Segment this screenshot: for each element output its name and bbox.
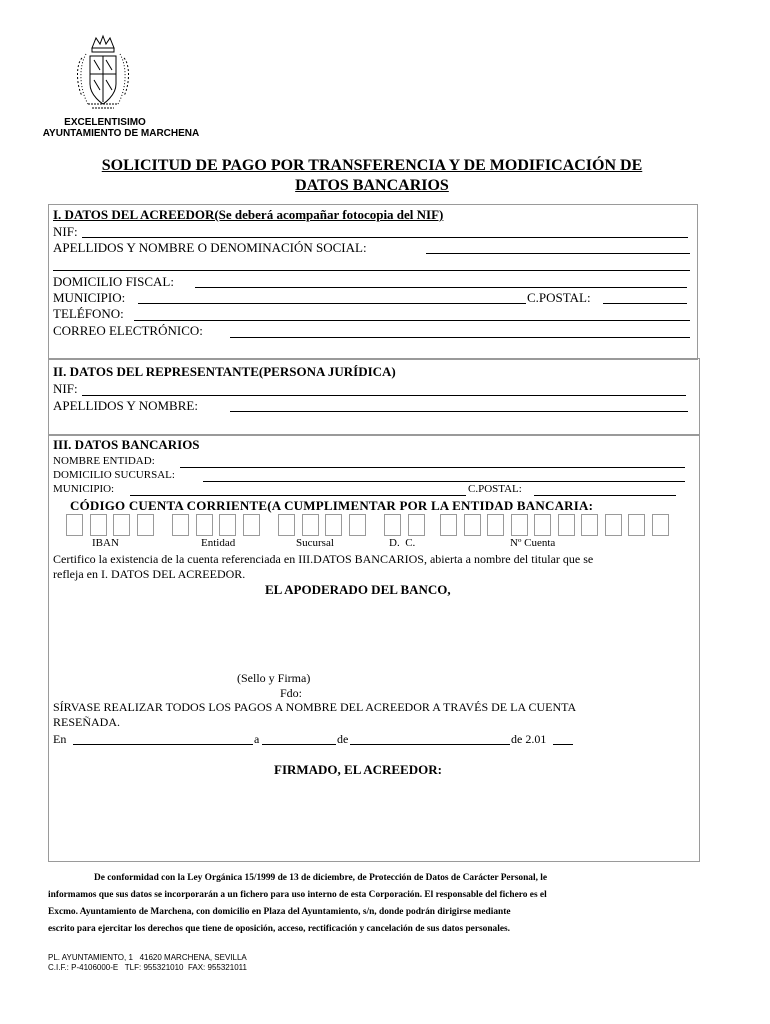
a-label: a: [254, 732, 260, 746]
correo-label: CORREO ELECTRÓNICO:: [53, 323, 203, 338]
footer-contact: C.I.F.: P-4106000-E TLF: 955321010 FAX: 955321011: [48, 963, 247, 972]
domicilio-label: DOMICILIO FISCAL:: [53, 274, 174, 289]
en-label: En: [53, 732, 67, 746]
section3-heading: III. DATOS BANCARIOS: [53, 437, 200, 452]
cuenta-digit-box[interactable]: [487, 514, 504, 536]
iban-digit-box[interactable]: [66, 514, 83, 536]
bank-cpostal-field[interactable]: [534, 495, 676, 496]
correo-field[interactable]: [230, 337, 690, 338]
legal-line4: escrito para ejercitar los derechos que tiene de oposición, acceso, rectificación y cancelación de sus datos personales.: [48, 924, 510, 934]
cuenta-label: Nº Cuenta: [510, 537, 556, 549]
coat-of-arms-logo: [72, 34, 134, 112]
bank-municipio-label: MUNICIPIO:: [53, 483, 115, 495]
cpostal-field[interactable]: [603, 303, 687, 304]
section2-heading: II. DATOS DEL REPRESENTANTE(PERSONA JURÍDICA): [53, 364, 396, 379]
sucursal-digit-box[interactable]: [302, 514, 319, 536]
rep-apellidos-label: APELLIDOS Y NOMBRE:: [53, 398, 198, 413]
nif-label: NIF:: [53, 224, 78, 239]
dc-digit-box[interactable]: [384, 514, 401, 536]
iban-label: IBAN: [92, 537, 119, 549]
dc-label: D. C.: [389, 537, 416, 549]
month-field[interactable]: [350, 744, 510, 745]
apellidos-field[interactable]: [426, 253, 690, 254]
domicilio-field[interactable]: [195, 287, 687, 288]
entidad-digit-box[interactable]: [196, 514, 213, 536]
rep-apellidos-field[interactable]: [230, 411, 688, 412]
legal-line3: Excmo. Ayuntamiento de Marchena, con domicilio en Plaza del Ayuntamiento, s/n, donde podrán dirigirse mediante: [48, 907, 511, 917]
cuenta-digit-box[interactable]: [558, 514, 575, 536]
form-title-line1: SOLICITUD DE PAGO POR TRANSFERENCIA Y DE MODIFICACIÓN DE: [101, 157, 643, 174]
sucursal-digit-box[interactable]: [349, 514, 366, 536]
cpostal-label: C.POSTAL:: [527, 290, 591, 305]
firmado-label: FIRMADO, EL ACREEDOR:: [274, 762, 442, 777]
section1-heading: I. DATOS DEL ACREEDOR(Se deberá acompañar fotocopia del NIF): [53, 207, 444, 222]
day-field[interactable]: [262, 744, 336, 745]
nif-field[interactable]: [82, 237, 688, 238]
dc-digit-box[interactable]: [408, 514, 425, 536]
municipio-field[interactable]: [138, 303, 526, 304]
rep-nif-label: NIF:: [53, 381, 78, 396]
legal-line2: informamos que sus datos se incorporarán a un fichero para uso interno de esta Corporación. El responsable del fichero es el: [48, 890, 547, 900]
iban-digit-box[interactable]: [90, 514, 107, 536]
telefono-field[interactable]: [134, 320, 690, 321]
telefono-label: TELÉFONO:: [53, 306, 124, 321]
cuenta-digit-box[interactable]: [581, 514, 598, 536]
footer-address: PL. AYUNTAMIENTO, 1 41620 MARCHENA, SEVILLA: [48, 953, 247, 962]
cuenta-digit-box[interactable]: [652, 514, 669, 536]
sirvase-text-line2: RESEÑADA.: [53, 715, 121, 729]
cuenta-digit-box[interactable]: [464, 514, 481, 536]
domicilio-sucursal-label: DOMICILIO SUCURSAL:: [53, 469, 175, 481]
year-field[interactable]: [553, 744, 573, 745]
entidad-digit-box[interactable]: [172, 514, 189, 536]
rep-nif-field[interactable]: [82, 395, 686, 396]
iban-digit-box[interactable]: [113, 514, 130, 536]
bank-cpostal-label: C.POSTAL:: [468, 483, 522, 495]
iban-digit-box[interactable]: [137, 514, 154, 536]
cuenta-digit-box[interactable]: [440, 514, 457, 536]
entidad-digit-box[interactable]: [243, 514, 260, 536]
org-line2: AYUNTAMIENTO DE MARCHENA: [42, 128, 200, 139]
sucursal-label: Sucursal: [296, 537, 334, 549]
nombre-entidad-field[interactable]: [180, 467, 685, 468]
municipio-label: MUNICIPIO:: [53, 290, 126, 305]
entidad-label: Entidad: [201, 537, 236, 549]
bank-municipio-field[interactable]: [130, 495, 466, 496]
domicilio-sucursal-field[interactable]: [203, 481, 685, 482]
sirvase-text-line1: SÍRVASE REALIZAR TODOS LOS PAGOS A NOMBRE DEL ACREEDOR A TRAVÉS DE LA CUENTA: [53, 700, 577, 714]
sucursal-digit-box[interactable]: [325, 514, 342, 536]
cuenta-digit-box[interactable]: [511, 514, 528, 536]
certifico-text-line1: Certifico la existencia de la cuenta referenciada en III.DATOS BANCARIOS, abierta a nombre del titular que se: [53, 552, 594, 566]
place-field[interactable]: [73, 744, 253, 745]
codigo-cuenta-heading: CÓDIGO CUENTA CORRIENTE(A CUMPLIMENTAR POR LA ENTIDAD BANCARIA:: [70, 498, 594, 513]
certifico-text-line2: refleja en I. DATOS DEL ACREEDOR.: [53, 567, 246, 581]
fdo-label: Fdo:: [280, 686, 303, 700]
sucursal-digit-box[interactable]: [278, 514, 295, 536]
de-label: de: [337, 732, 349, 746]
sello-label: (Sello y Firma): [237, 671, 311, 685]
apoderado-label: EL APODERADO DEL BANCO,: [265, 582, 451, 597]
nombre-entidad-label: NOMBRE ENTIDAD:: [53, 455, 155, 467]
cuenta-digit-box[interactable]: [628, 514, 645, 536]
apellidos-label: APELLIDOS Y NOMBRE O DENOMINACIÓN SOCIAL:: [53, 240, 367, 255]
year-label: de 2.01: [511, 732, 547, 746]
form-title-line2: DATOS BANCARIOS: [295, 177, 449, 194]
apellidos-field-line2[interactable]: [53, 270, 690, 271]
org-line1: EXCELENTISIMO: [64, 117, 146, 128]
cuenta-digit-box[interactable]: [534, 514, 551, 536]
cuenta-digit-box[interactable]: [605, 514, 622, 536]
legal-line1: De conformidad con la Ley Orgánica 15/1999 de 13 de diciembre, de Protección de Datos de Carácter Personal, le: [94, 873, 548, 883]
entidad-digit-box[interactable]: [219, 514, 236, 536]
legal-notice: [48, 870, 698, 938]
